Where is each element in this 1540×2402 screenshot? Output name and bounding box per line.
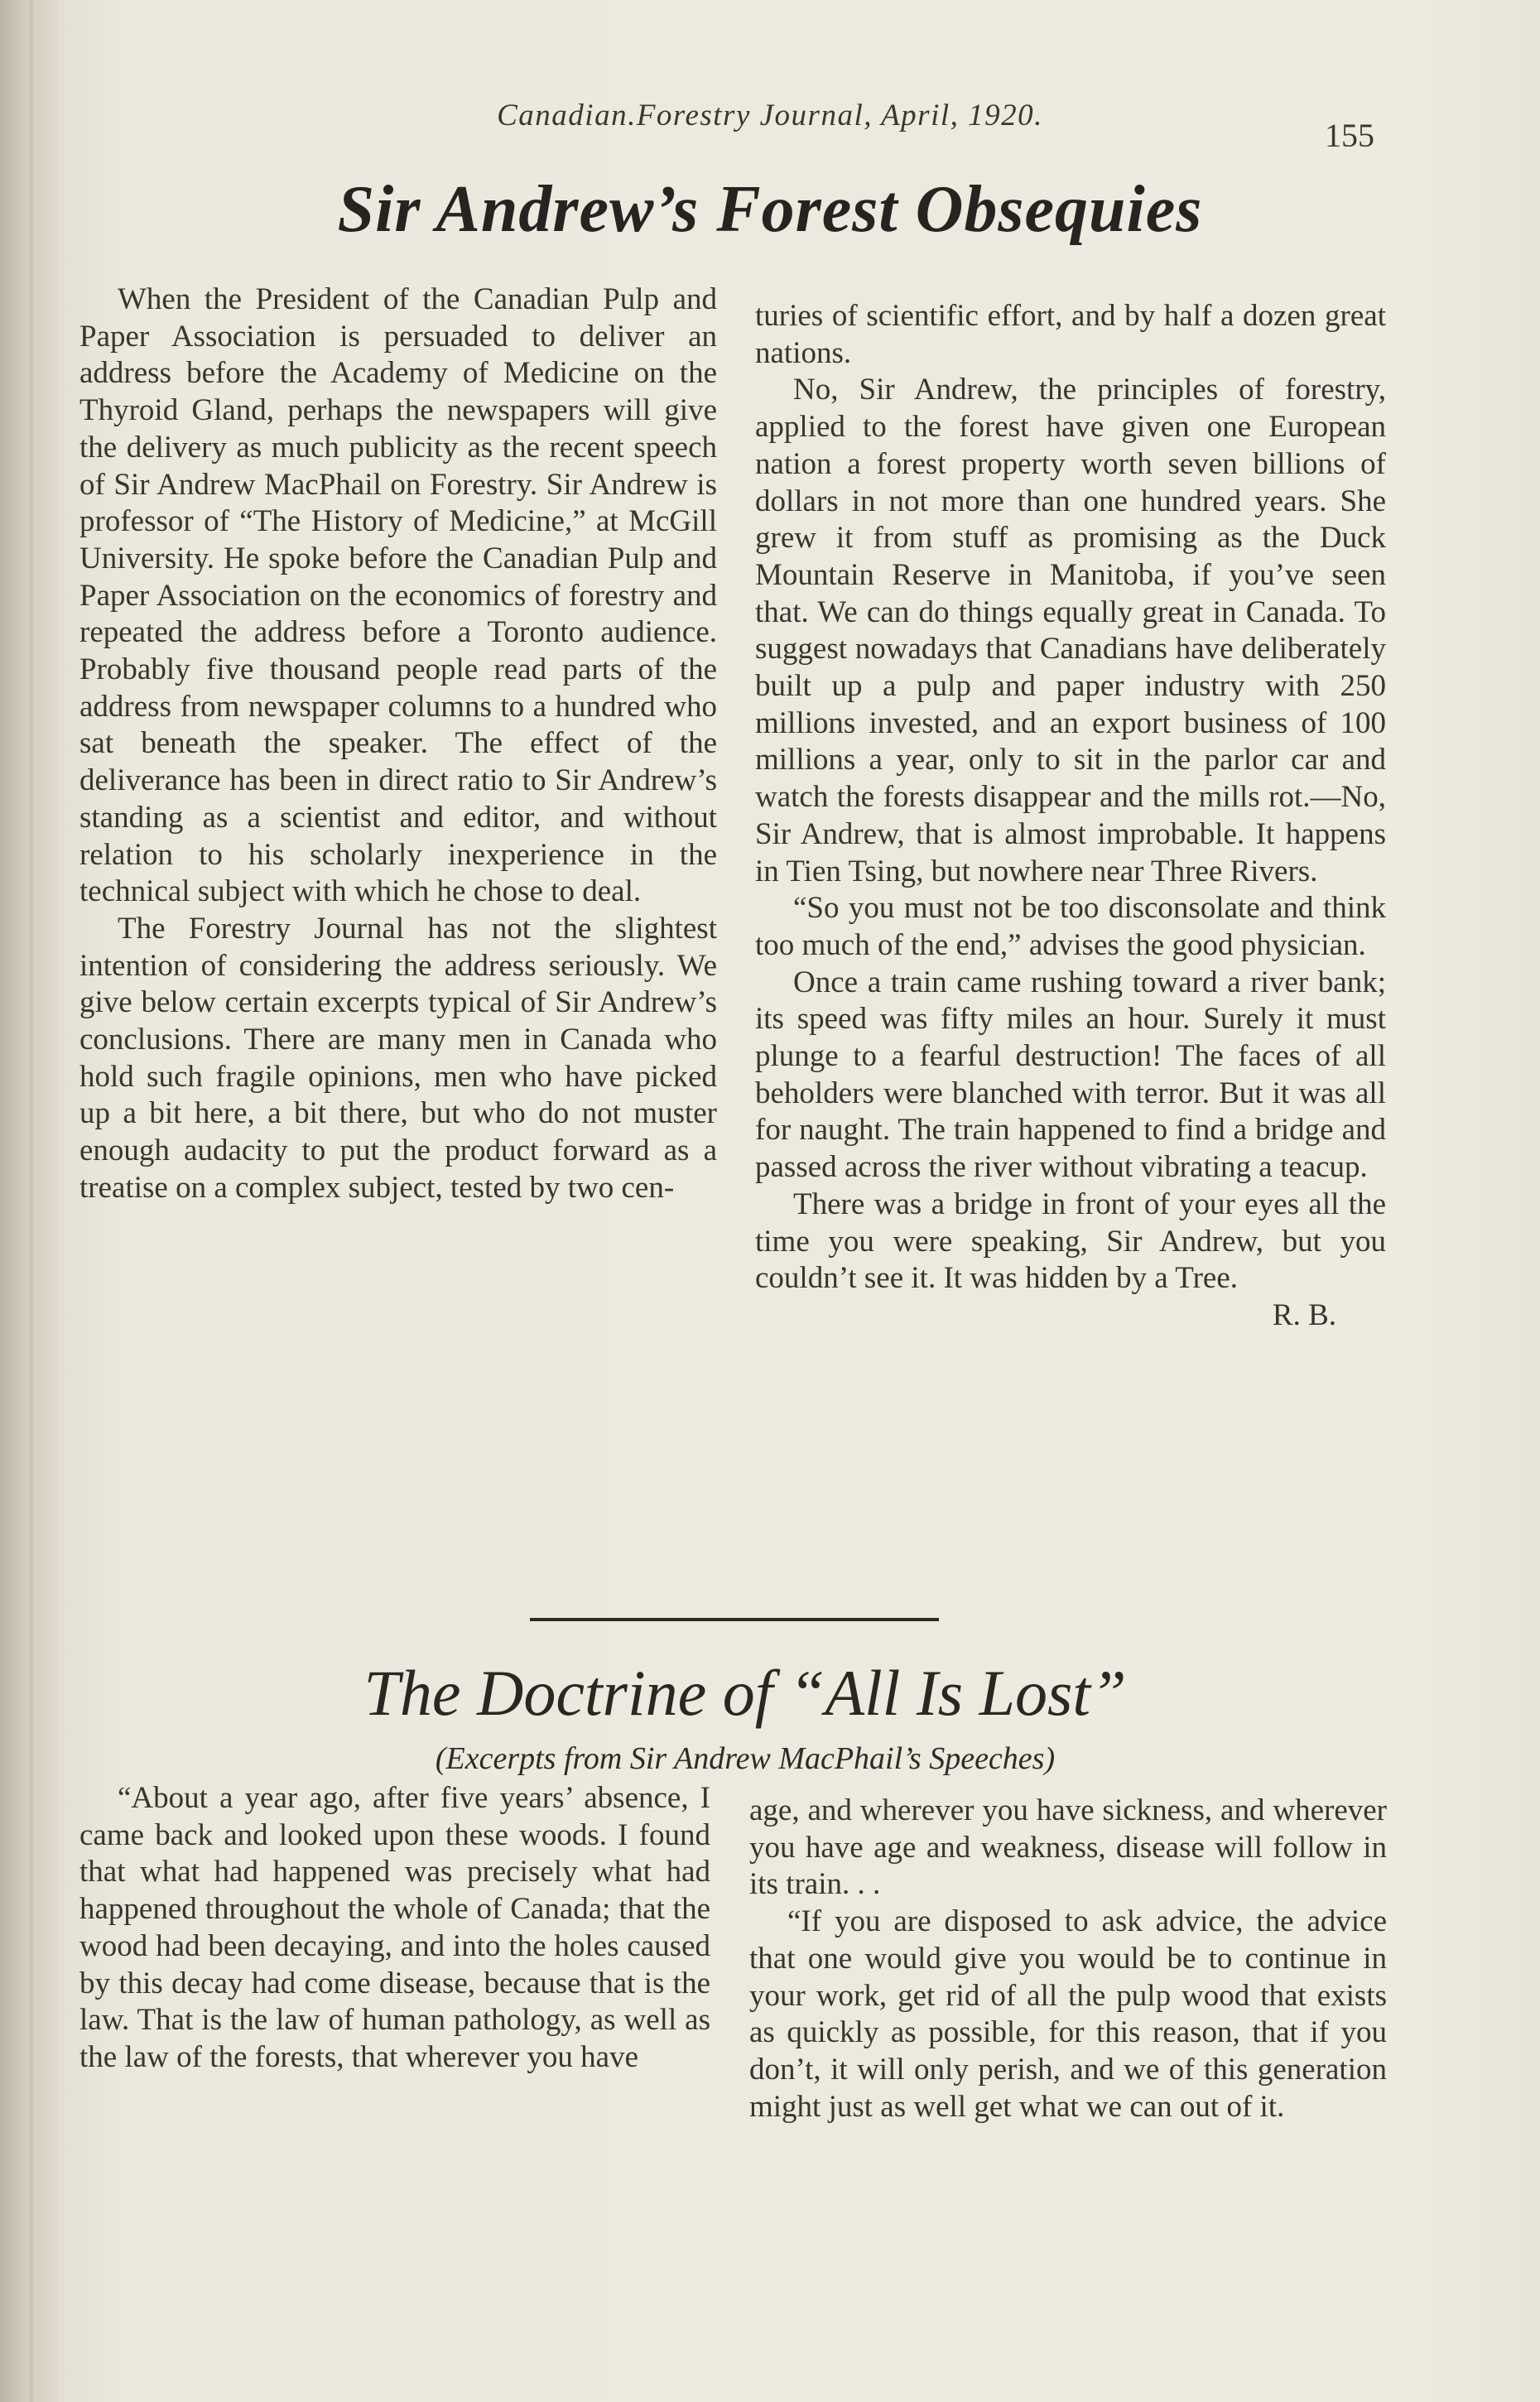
article-2-left-column (79, 1780, 710, 2077)
gutter-shadow (30, 0, 33, 2402)
article-paragraph: No, Sir Andrew, the principles of forestry, applied to the forest have given one European nation a forest property worth seven billions of dollars in not more than one hundred years. She grew it from stuff as promising as the Duck Mountain Reserve in Manitoba, if you’ve seen that. We can do things equally great in Canada. To suggest nowadays that Canadians have deliberately built up a pulp and paper industry with 250 millions invested, and an export business of 100 millions a year, only to sit in the parlor car and watch the forests disappear and the mills rot.—No, Sir Andrew, that is almost improbable. It happens in Tien Tsing, but nowhere near Three Rivers. (755, 373, 1386, 888)
book-gutter (0, 0, 58, 2402)
page-number: 155 (1325, 117, 1374, 154)
article-continuation: turies of scientific effort, and by half a dozen great nations. (755, 299, 1386, 370)
article-paragraph: “If you are disposed to ask advice, the advice that one would give you would be to continue in your work, get rid of all the pulp wood that exists as quickly as possible, for this reason, that if you don’t, it will only perish, and we of this generation might just as well get what we can out of it. (749, 1904, 1387, 2124)
article-title: Sir Andrew’s Forest Obsequies (337, 173, 1203, 246)
article-paragraph: The Forestry Journal has not the slightest intention of considering the address seriously. We give below certain excerpts typical of Sir Andrew’s conclusions. There are many men in Canada who hold such fragile opinions, men who have picked up a bit here, a bit there, but who do not muster enough audacity to put the product forward as a treatise on a complex subject, tested by two cen- (79, 911, 717, 1205)
closing-paragraph-text: There was a bridge in front of your eyes all the time you were speaking, Sir Andrew, but you couldn’t see it. It was hidden by a Tree. (755, 1187, 1386, 1296)
section-divider (530, 1618, 939, 1621)
author-signature: R. B. (1272, 1297, 1336, 1332)
article-paragraph: “About a year ago, after five years’ absence, I came back and looked upon these woods. I found that what had happened was precisely what had happened throughout the whole of Canada; that the wood had been decaying, and into the holes caused by this decay had come disease, because that is the law. That is the law of human pathology, as well as the law of the forests, that wherever you have (79, 1781, 710, 2074)
article-right-column (755, 298, 1386, 1335)
article-2-subtitle: (Excerpts from Sir Andrew MacPhail’s Speeches) (435, 1741, 1056, 1776)
article-2-right-column (749, 1793, 1387, 2125)
article-paragraph (755, 1187, 1386, 1332)
article-paragraph: “So you must not be too disconsolate and think too much of the end,” advises the good physician. (755, 891, 1386, 962)
article-left-column (79, 282, 717, 1207)
article-paragraph: Once a train came rushing toward a river bank; its speed was fifty miles an hour. Surely it must plunge to a fearful destruction! The faces of all beholders were blanched with terror. But it was all for naught. The train happened to find a bridge and passed across the river without vibrating a teacup. (755, 965, 1386, 1185)
article-2-title: The Doctrine of “All Is Lost” (363, 1657, 1127, 1729)
article-continuation: age, and wherever you have sickness, and wherever you have age and weakness, disease will follow in its train. . . (749, 1793, 1387, 1902)
article-paragraph: When the President of the Canadian Pulp and Paper Association is persuaded to deliver an address before the Academy of Medicine on the Thyroid Gland, perhaps the newspapers will give the delivery as much publicity as the recent speech of Sir Andrew MacPhail on Forestry. Sir Andrew is professor of “The History of Medicine,” at McGill University. He spoke before the Canadian Pulp and Paper Association on the economics of forestry and repeated the address before a Toronto audience. Probably five thousand people read parts of the address from newspaper columns to a hundred who sat beneath the speaker. The effect of the deliverance has been in direct ratio to Sir Andrew’s standing as a scientist and editor, and without relation to his scholarly inexperience in the technical subject with which he chose to deal. (79, 282, 717, 909)
running-head: Canadian.Forestry Journal, April, 1920. (497, 99, 1043, 132)
